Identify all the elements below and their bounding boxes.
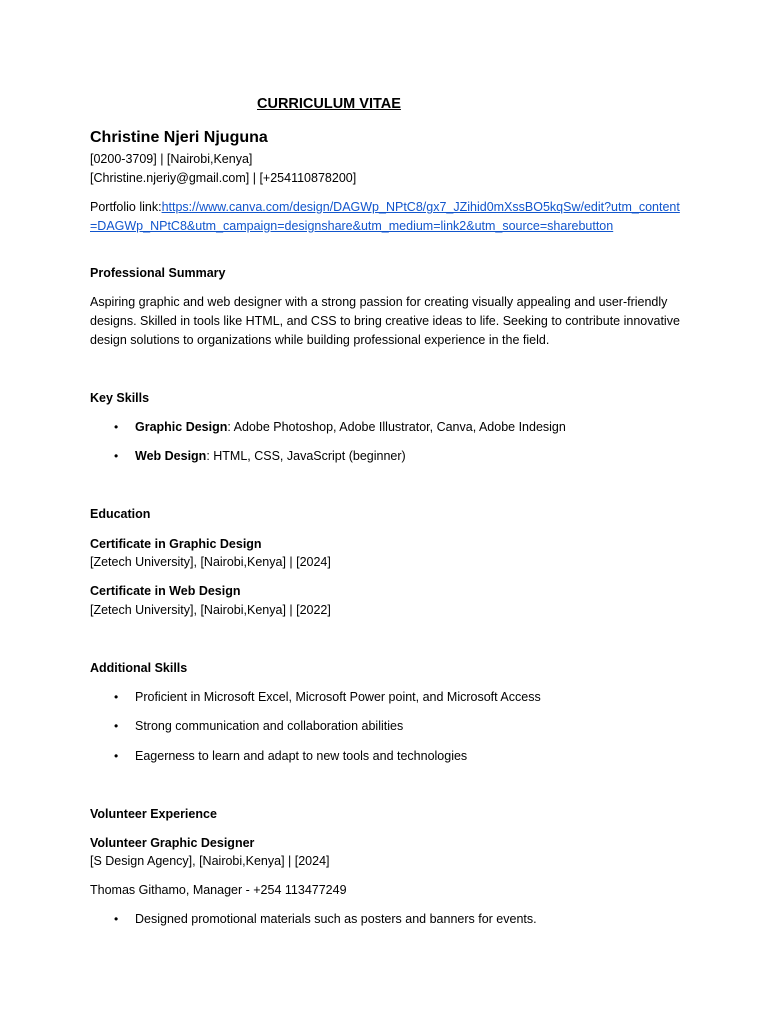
- portfolio-line: [90, 198, 680, 236]
- key-skill-label: Graphic Design: [135, 420, 228, 434]
- professional-summary-heading: Professional Summary: [90, 266, 226, 280]
- education-entry-title: Certificate in Web Design: [90, 584, 241, 598]
- education-entry-detail: [Zetech University], [Nairobi,Kenya] | [2022]: [90, 603, 331, 617]
- education-entry-title: Certificate in Graphic Design: [90, 537, 262, 551]
- education-heading: Education: [90, 507, 151, 521]
- portfolio-label: Portfolio link:: [90, 200, 162, 214]
- bullet-icon: •: [114, 449, 119, 463]
- bullet-icon: •: [114, 749, 119, 763]
- bullet-icon: •: [114, 420, 119, 434]
- key-skills-heading: Key Skills: [90, 391, 150, 405]
- contact-line-2: [Christine.njeriy@gmail.com] | [+254110878200]: [90, 171, 357, 185]
- candidate-name: Christine Njeri Njuguna: [90, 129, 268, 146]
- bullet-icon: •: [114, 690, 119, 704]
- contact-line-1: [0200-3709] | [Nairobi,Kenya]: [90, 152, 253, 166]
- volunteer-role: Volunteer Graphic Designer: [90, 836, 255, 850]
- portfolio-link[interactable]: https://www.canva.com/design/DAGWp_NPtC8/gx7_JZihid0mXssBO5kqSw/edit?utm_content=DAGWp_NPtC8&utm_campaign=designshare&utm_medium=link2&utm_source=sharebutton: [90, 200, 680, 233]
- volunteer-detail: [S Design Agency], [Nairobi,Kenya] | [2024]: [90, 854, 330, 868]
- document-title: CURRICULUM VITAE: [257, 96, 401, 112]
- key-skill-text: : Adobe Photoshop, Adobe Illustrator, Canva, Adobe Indesign: [227, 420, 566, 434]
- bullet-icon: •: [114, 912, 119, 926]
- key-skill-label: Web Design: [135, 449, 207, 463]
- professional-summary-text: Aspiring graphic and web designer with a strong passion for creating visually appealing and user-friendly designs. Skilled in tools like HTML, and CSS to bring creative ideas to life. Seeking to contribute innovative design solutions to organizations while building professional experience in the field.: [90, 295, 680, 347]
- key-skill-text: : HTML, CSS, JavaScript (beginner): [206, 449, 406, 463]
- education-entry-detail: [Zetech University], [Nairobi,Kenya] | [2024]: [90, 555, 331, 569]
- volunteer-heading: Volunteer Experience: [90, 807, 217, 821]
- volunteer-reference: Thomas Githamo, Manager - +254 113477249: [90, 883, 347, 897]
- additional-skills-heading: Additional Skills: [90, 661, 188, 675]
- bullet-icon: •: [114, 719, 119, 733]
